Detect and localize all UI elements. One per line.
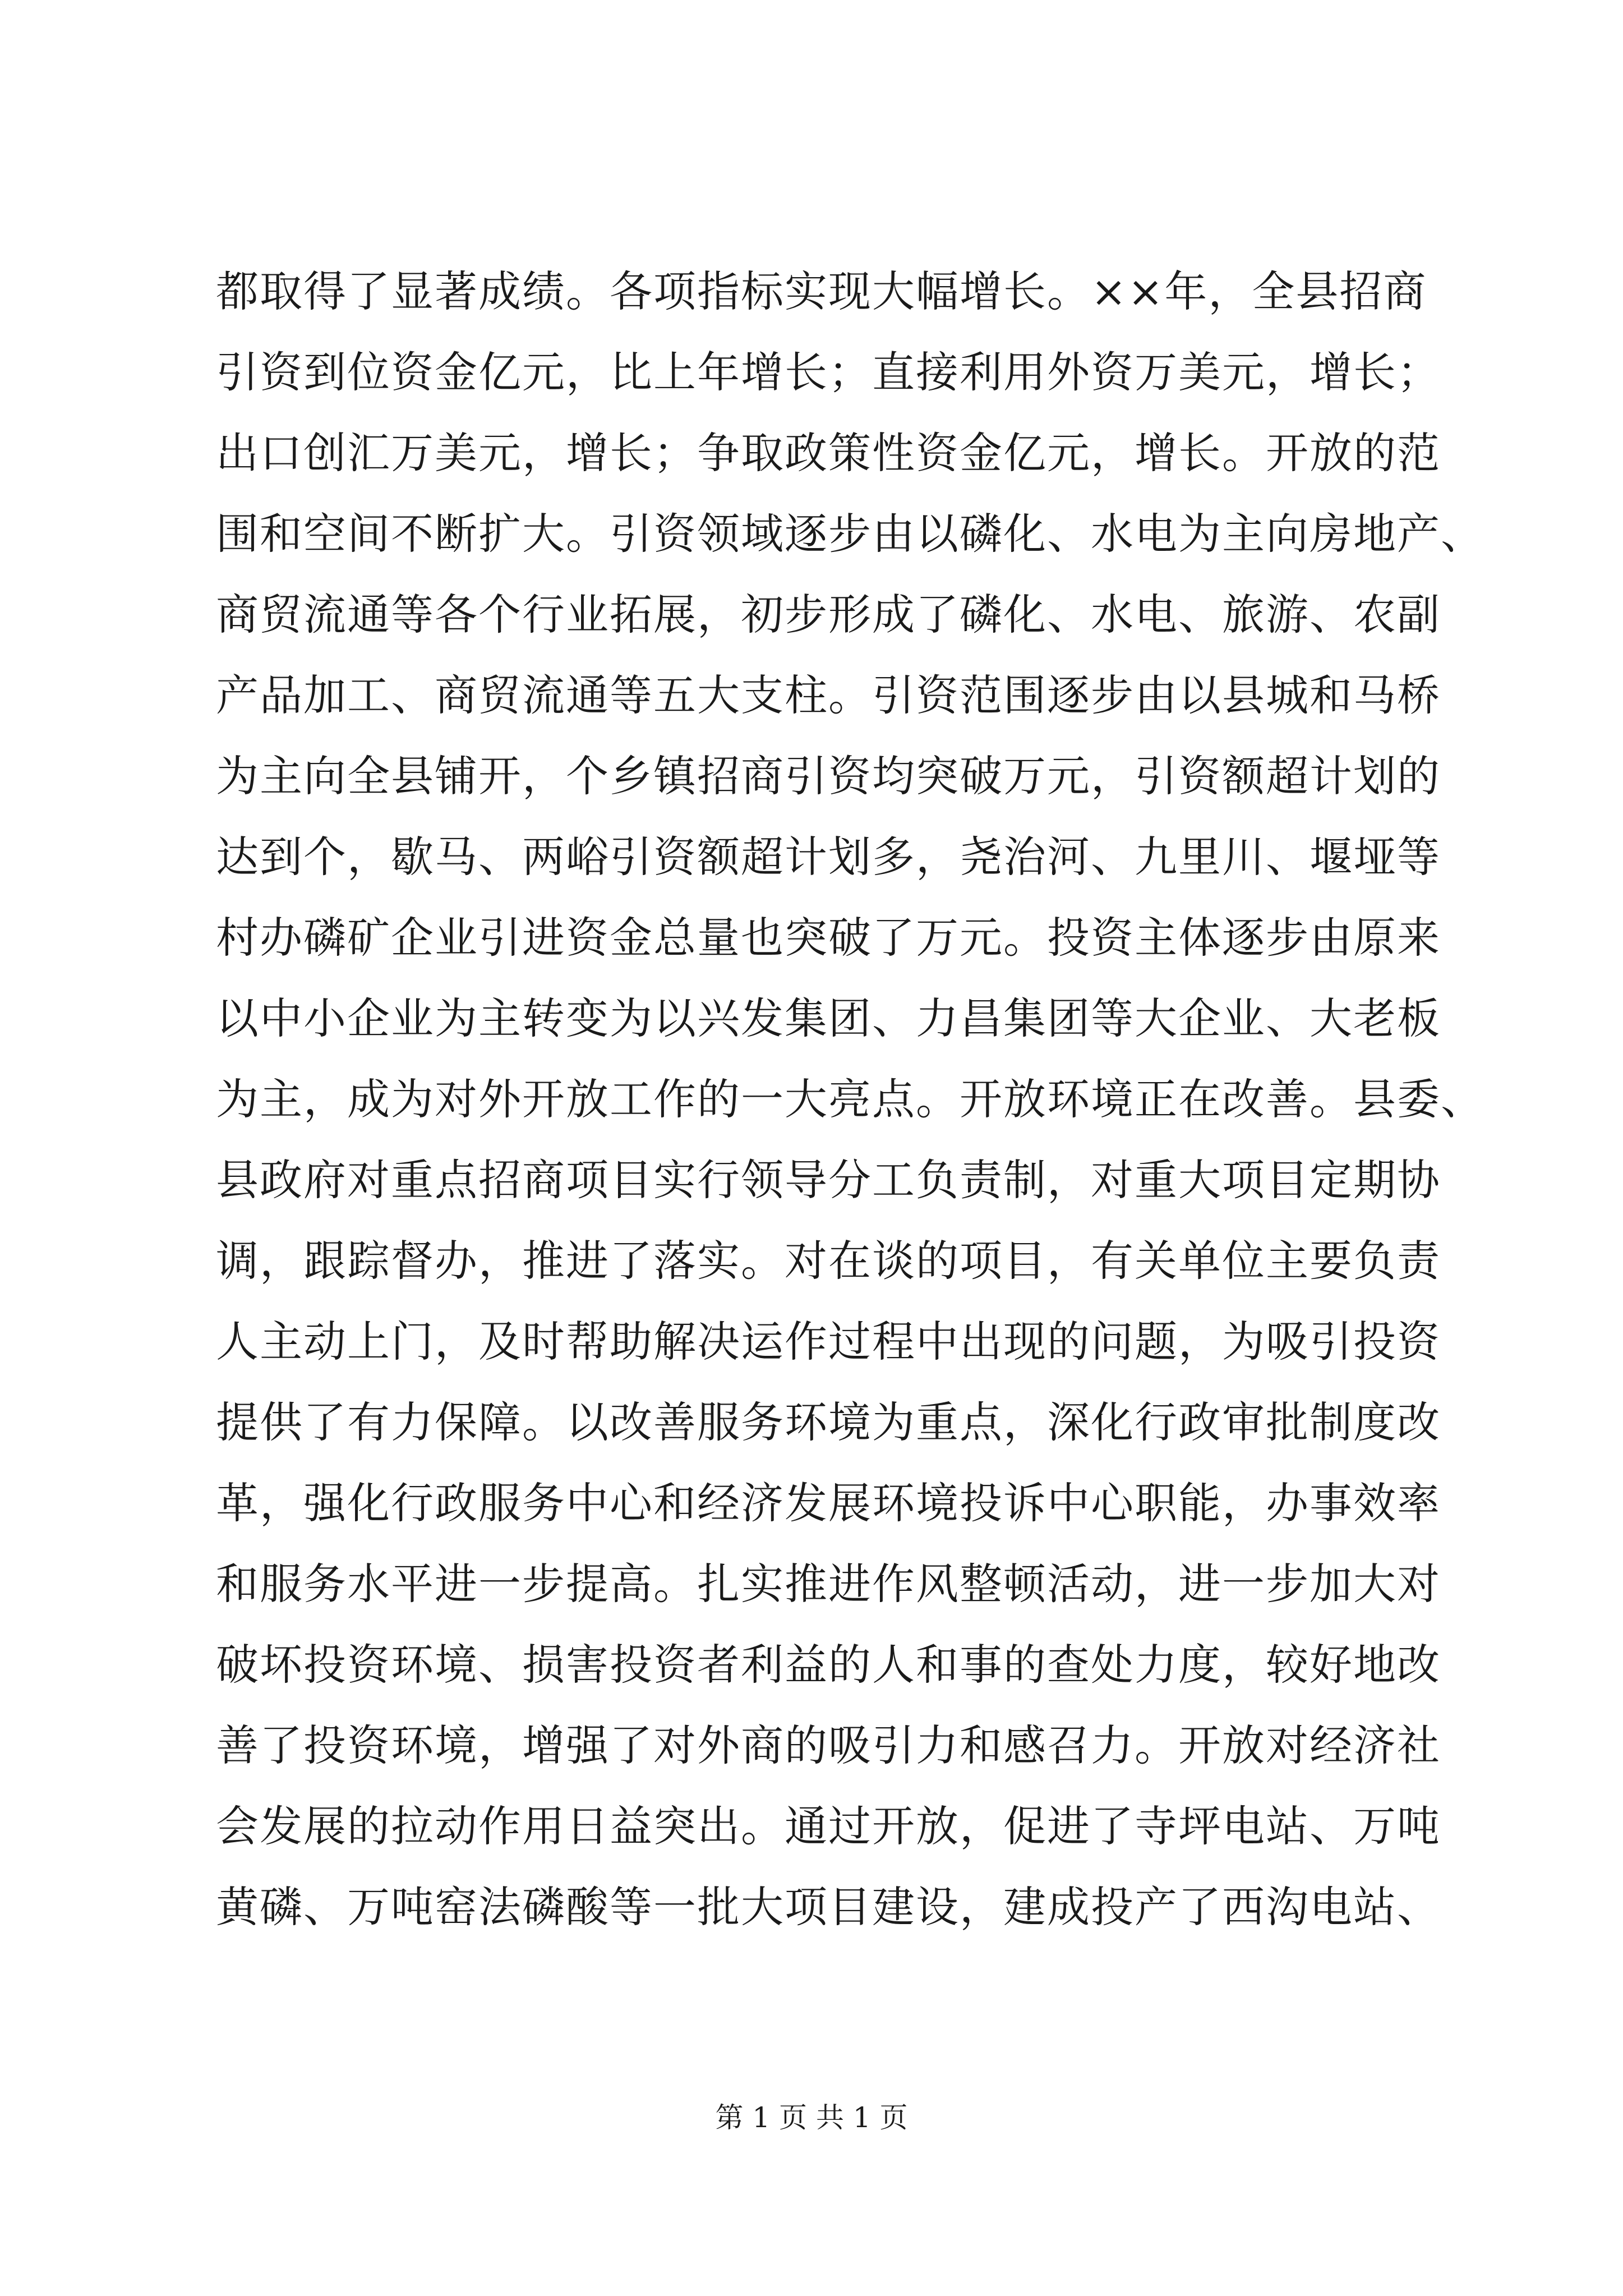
text-line: 和服务水平进一步提高。扎实推进作风整顿活动，进一步加大对 [216,1559,1441,1609]
text-line: 村办磷矿企业引进资金总量也突破了万元。投资主体逐步由原来 [216,913,1441,963]
text-line: 产品加工、商贸流通等五大支柱。引资范围逐步由以县城和马桥 [216,670,1441,720]
text-line: 为主，成为对外开放工作的一大亮点。开放环境正在改善。县委、 [216,1074,1484,1124]
text-line: 达到个，歇马、两峪引资额超计划多，尧治河、九里川、堰垭等 [216,832,1441,882]
text-line: 破坏投资环境、损害投资者利益的人和事的查处力度，较好地改 [216,1640,1441,1690]
text-line: 革，强化行政服务中心和经济发展环境投诉中心职能，办事效率 [216,1478,1441,1528]
text-line: 都取得了显著成绩。各项指标实现大幅增长。××年，全县招商 [216,266,1427,316]
text-line: 调，跟踪督办，推进了落实。对在谈的项目，有关单位主要负责 [216,1236,1441,1286]
text-line: 商贸流通等各个行业拓展，初步形成了磷化、水电、旅游、农副 [216,590,1441,639]
text-line: 以中小企业为主转变为以兴发集团、力昌集团等大企业、大老板 [216,993,1441,1043]
text-line: 县政府对重点招商项目实行领导分工负责制，对重大项目定期协 [216,1155,1441,1205]
text-line: 会发展的拉动作用日益突出。通过开放，促进了寺坪电站、万吨 [216,1801,1441,1851]
text-line: 出口创汇万美元，增长；争取政策性资金亿元，增长。开放的范 [216,428,1441,478]
text-line: 为主向全县铺开，个乡镇招商引资均突破万元，引资额超计划的 [216,751,1441,801]
text-line: 引资到位资金亿元，比上年增长；直接利用外资万美元，增长； [216,347,1441,397]
text-line: 提供了有力保障。以改善服务环境为重点，深化行政审批制度改 [216,1397,1441,1447]
text-line: 围和空间不断扩大。引资领域逐步由以磷化、水电为主向房地产、 [216,509,1484,559]
body-paragraph [216,251,1484,1948]
text-line: 人主动上门，及时帮助解决运作过程中出现的问题，为吸引投资 [216,1317,1441,1366]
text-line: 黄磷、万吨窑法磷酸等一批大项目建设，建成投产了西沟电站、 [216,1882,1441,1932]
page-number-footer: 第 1 页 共 1 页 [715,2101,908,2134]
text-line: 善了投资环境，增强了对外商的吸引力和感召力。开放对经济社 [216,1720,1441,1770]
